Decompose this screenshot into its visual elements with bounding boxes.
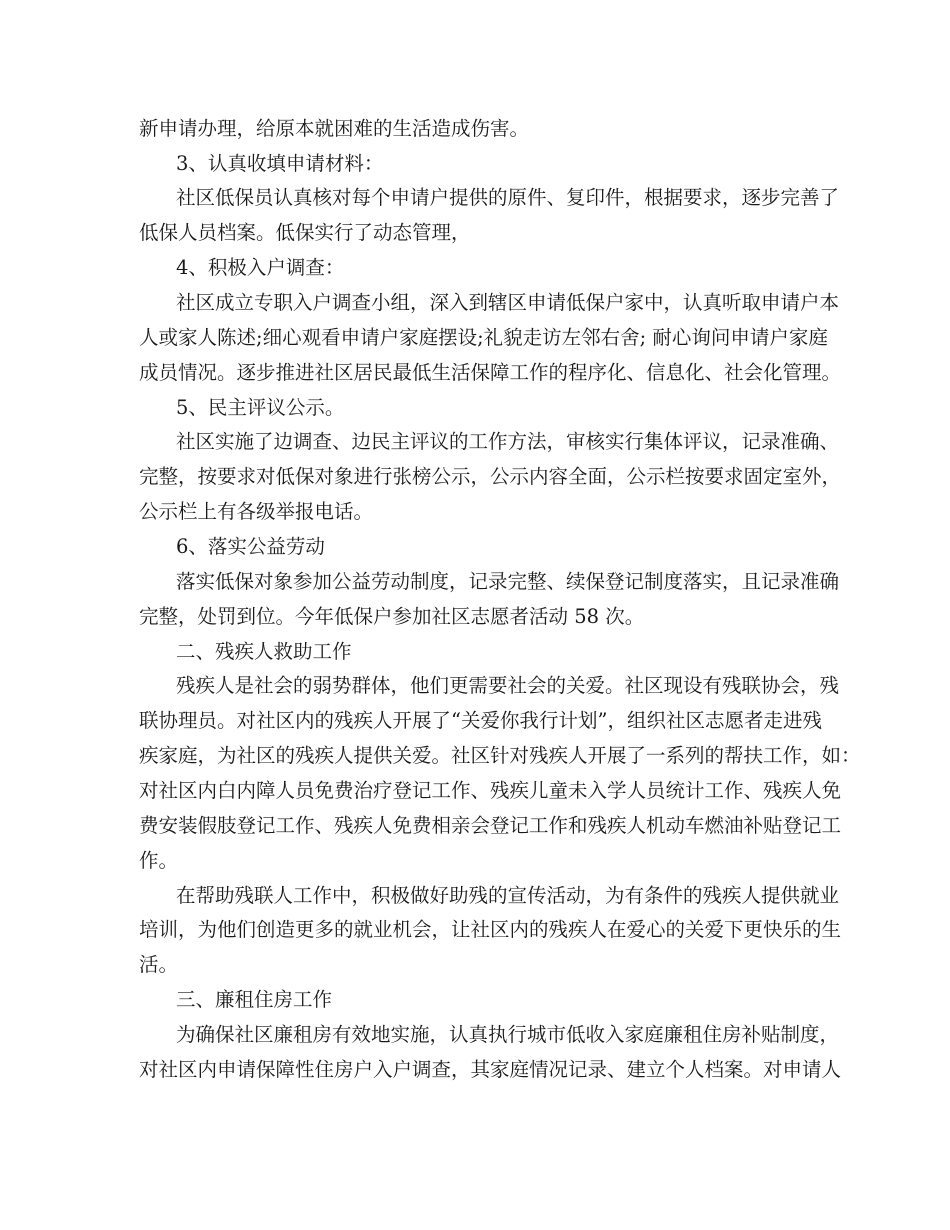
body-text-line: 完整，处罚到位。今年低保户参加社区志愿者活动 58 次。	[139, 605, 645, 628]
body-text-line: 社区低保员认真核对每个申请户提供的原件、复印件，根据要求，逐步完善了	[176, 186, 840, 209]
section-heading: 4、积极入户调查：	[176, 256, 345, 279]
body-text-line: 培训，为他们创造更多的就业机会，让社区内的残疾人在爱心的关爱下更快乐的生	[139, 918, 842, 941]
body-text-line: 公示栏上有各级举报电话。	[139, 500, 374, 523]
body-text-line: 在帮助残联人工作中，积极做好助残的宣传活动，为有条件的残疾人提供就业	[176, 884, 840, 907]
body-text-line: 对社区内白内障人员免费治疗登记工作、残疾儿童未入学人员统计工作、残疾人免	[139, 779, 842, 802]
body-text-line: 残疾人是社会的弱势群体，他们更需要社会的关爱。社区现设有残联协会，残	[176, 674, 840, 697]
section-heading: 二、残疾人救助工作	[176, 640, 352, 663]
section-heading: 3、认真收填申请材料：	[176, 152, 384, 175]
body-text-line: 对社区内申请保障性住房户入户调查，其家庭情况记录、建立个人档案。对申请人	[139, 1058, 842, 1081]
section-heading: 6、落实公益劳动	[176, 535, 325, 558]
body-text-line: 低保人员档案。低保实行了动态管理，	[139, 221, 471, 244]
body-text-line: 成员情况。逐步推进社区居民最低生活保障工作的程序化、信息化、社会化管理。	[139, 361, 842, 384]
body-text-line: 完整，按要求对低保对象进行张榜公示，公示内容全面，公示栏按要求固定室外，	[139, 465, 842, 488]
body-text-line: 人或家人陈述;细心观看申请户家庭摆设;礼貌走访左邻右舍; 耐心询问申请户家庭	[139, 326, 828, 349]
body-text-line: 作。	[139, 849, 179, 872]
body-text-line: 落实低保对象参加公益劳动制度，记录完整、续保登记制度落实，且记录准确	[176, 570, 840, 593]
body-text-line: 为确保社区廉租房有效地实施，认真执行城市低收入家庭廉租住房补贴制度，	[176, 1023, 840, 1046]
body-text-line: 联协理员。对社区内的残疾人开展了“关爱你我行计划”，组织社区志愿者走进残	[139, 709, 822, 732]
body-text-line: 疾家庭，为社区的残疾人提供关爱。社区针对残疾人开展了一系列的帮扶工作，如：	[139, 744, 861, 767]
body-text-line: 活。	[139, 953, 179, 976]
body-text-line: 社区实施了边调查、边民主评议的工作方法，审核实行集体评议，记录准确、	[176, 430, 840, 453]
body-text-line: 费安装假肢登记工作、残疾人免费相亲会登记工作和残疾人机动车燃油补贴登记工	[139, 814, 842, 837]
body-text-line: 新申请办理，给原本就困难的生活造成伤害。	[139, 117, 530, 140]
section-heading: 5、民主评议公示。	[176, 396, 345, 419]
body-text-line: 社区成立专职入户调查小组，深入到辖区申请低保户家中，认真听取申请户本	[176, 291, 840, 314]
section-heading: 三、廉租住房工作	[176, 988, 333, 1011]
